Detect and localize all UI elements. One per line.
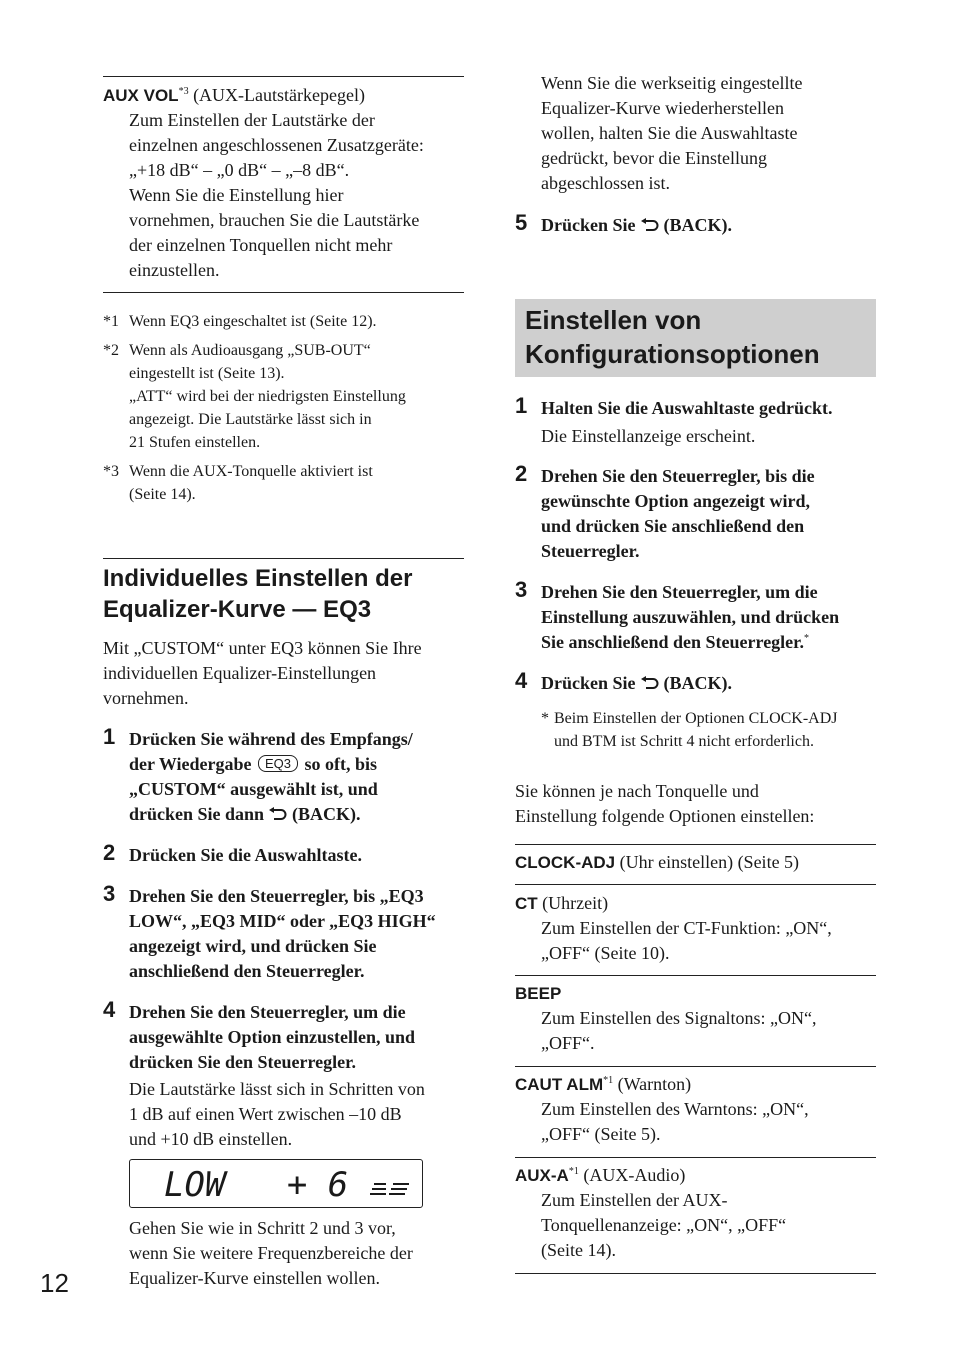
text-span: (BACK). — [663, 673, 732, 693]
text-line: Zum Einstellen der CT-Funktion: „ON“, — [541, 918, 832, 938]
divider — [103, 76, 464, 77]
option-ct — [515, 891, 876, 966]
option-description — [103, 108, 464, 283]
text-line: wenn Sie weitere Frequenzbereiche der — [129, 1243, 413, 1263]
footnote-ref: *3 — [178, 86, 189, 97]
text-line: wollen, halten Sie die Auswahltaste — [541, 123, 798, 143]
text-line: Die Einstellanzeige erscheint. — [541, 426, 756, 446]
step-3 — [129, 884, 469, 984]
section-heading-eq3 — [103, 563, 464, 625]
divider — [515, 1157, 876, 1158]
text-span: (BACK). — [292, 804, 361, 824]
text-line: Zum Einstellen des Warntons: „ON“, — [541, 1099, 809, 1119]
step-number: 2 — [515, 461, 528, 486]
lcd-display — [129, 1159, 423, 1208]
text-line: abgeschlossen ist. — [541, 173, 670, 193]
config-step-4 — [541, 671, 886, 696]
heading-line: Equalizer-Kurve — EQ3 — [103, 596, 372, 623]
text-line: Drücken Sie die Auswahltaste. — [129, 845, 363, 865]
text-line: „OFF“ (Seite 10). — [541, 943, 670, 963]
text-line: Die Lautstärke lässt sich in Schritten von — [129, 1079, 425, 1099]
divider — [515, 844, 876, 845]
step-number: 2 — [103, 840, 116, 865]
option-title: (Warnton) — [613, 1074, 692, 1094]
config-step-1 — [541, 396, 886, 449]
text-line: Halten Sie die Auswahltaste gedrückt. — [541, 398, 833, 418]
level-bars-icon — [370, 1184, 409, 1194]
text-span: der Wiedergabe — [129, 754, 252, 774]
step-footnote — [541, 707, 886, 753]
option-term: AUX VOL — [103, 86, 179, 105]
heading-line: Individuelles Einstellen der — [103, 565, 413, 592]
footnote-3 — [103, 460, 464, 506]
step-number: 4 — [103, 997, 116, 1022]
option-title: (AUX-Lautstärkepegel) — [188, 85, 365, 105]
lcd-text: LOW + 6 — [164, 1165, 349, 1205]
restore-note — [541, 71, 881, 196]
divider — [515, 884, 876, 885]
text-line: anschließend den Steuerregler. — [129, 961, 365, 981]
text-span: (BACK). — [663, 215, 732, 235]
step-number: 3 — [103, 881, 116, 906]
section-divider — [103, 558, 464, 559]
text-line: eingestellt ist (Seite 13). — [129, 365, 285, 382]
text-line: angezeigt wird, und drücken Sie — [129, 936, 377, 956]
after-display-text — [129, 1216, 469, 1291]
text-line: drücken Sie den Steuerregler. — [129, 1052, 356, 1072]
text-line: Einstellung auszuwählen, und drücken — [541, 607, 840, 627]
text-line: Steuerregler. — [541, 541, 640, 561]
text-line: Wenn EQ3 eingeschaltet ist (Seite 12). — [129, 313, 377, 330]
text-line — [129, 802, 469, 827]
text-line: „OFF“. — [541, 1033, 595, 1053]
options-intro — [515, 779, 876, 829]
text-line: Wenn die AUX-Tonquelle aktiviert ist — [129, 463, 373, 480]
text-line: 1 dB auf einen Wert zwischen –10 dB — [129, 1104, 402, 1124]
text-line: und +10 dB einstellen. — [129, 1129, 293, 1149]
text-line: gewünschte Option angezeigt wird, — [541, 491, 810, 511]
text-line: „CUSTOM“ ausgewählt ist, und — [129, 779, 378, 799]
step-4-detail — [129, 1077, 469, 1152]
text-line: und BTM ist Schritt 4 nicht erforderlich. — [554, 733, 814, 750]
option-aux-vol — [103, 83, 464, 283]
config-step-3 — [541, 580, 886, 655]
text-line: gedrückt, bevor die Einstellung — [541, 148, 767, 168]
text-line: Tonquellenanzeige: „ON“, „OFF“ — [541, 1215, 787, 1235]
text-line: Equalizer-Kurve einstellen wollen. — [129, 1268, 381, 1288]
text-line: „OFF“ (Seite 5). — [541, 1124, 661, 1144]
footnote-2 — [103, 339, 464, 454]
footnote-1 — [103, 310, 464, 333]
option-title: (Uhrzeit) — [537, 893, 609, 913]
text-line: Drehen Sie den Steuerregler, um die — [541, 582, 818, 602]
text-line: vornehmen, brauchen Sie die Lautstärke — [129, 210, 420, 230]
text-line: angezeigt. Die Lautstärke lässt sich in — [129, 411, 372, 428]
step-4 — [129, 1000, 469, 1075]
text-line: Zum Einstellen der Lautstärke der — [129, 110, 375, 130]
text-line: der einzelnen Tonquellen nicht mehr — [129, 235, 393, 255]
option-title: (Uhr einstellen) (Seite 5) — [615, 852, 800, 872]
text-line: individuellen Equalizer-Einstellungen — [103, 663, 377, 683]
footnote-mark: *3 — [103, 463, 119, 480]
page-number: 12 — [40, 1268, 69, 1298]
lcd-display-graphic — [130, 1160, 422, 1207]
option-term: CAUT ALM — [515, 1075, 604, 1094]
step-number: 1 — [103, 724, 116, 749]
option-term: CT — [515, 894, 538, 913]
text-line — [541, 630, 886, 655]
text-span: so oft, bis — [304, 754, 378, 774]
text-line: Sie können je nach Tonquelle und — [515, 781, 759, 801]
option-term: BEEP — [515, 984, 562, 1003]
text-line: Wenn Sie die Einstellung hier — [129, 185, 344, 205]
text-line: „ATT“ wird bei der niedrigsten Einstellung — [129, 388, 406, 405]
text-line: (Seite 14). — [129, 486, 196, 503]
text-line: und drücken Sie anschließend den — [541, 516, 805, 536]
text-line: LOW“, „EQ3 MID“ oder „EQ3 HIGH“ — [129, 911, 436, 931]
text-line: Drücken Sie während des Empfangs/ — [129, 729, 413, 749]
step-number: 1 — [515, 393, 528, 418]
footnote-ref: *1 — [603, 1075, 614, 1086]
option-caut-alm — [515, 1072, 876, 1147]
text-line: „+18 dB“ – „0 dB“ – „–8 dB“. — [129, 160, 350, 180]
divider — [515, 975, 876, 976]
footnote-mark: *2 — [103, 342, 119, 359]
footnote-mark: *1 — [103, 313, 119, 330]
divider — [515, 1066, 876, 1067]
option-term: CLOCK-ADJ — [515, 853, 616, 872]
heading-line: Konfigurationsoptionen — [525, 339, 820, 369]
config-step-2 — [541, 464, 886, 564]
text-line: Wenn Sie die werkseitig eingestellte — [541, 73, 803, 93]
text-line: vornehmen. — [103, 688, 189, 708]
text-line: Gehen Sie wie in Schritt 2 und 3 vor, — [129, 1218, 396, 1238]
step-2 — [129, 843, 469, 868]
option-title: (AUX-Audio) — [578, 1165, 686, 1185]
text-line: 21 Stufen einstellen. — [129, 434, 261, 451]
text-line: einzelnen angeschlossenen Zusatzgeräte: — [129, 135, 424, 155]
text-line: Equalizer-Kurve wiederherstellen — [541, 98, 785, 118]
text-line: ausgewählte Option einzustellen, und — [129, 1027, 416, 1047]
option-aux-a — [515, 1163, 876, 1263]
text-line: Mit „CUSTOM“ unter EQ3 können Sie Ihre — [103, 638, 422, 658]
section-heading-config — [515, 299, 876, 377]
text-line: (Seite 14). — [541, 1240, 616, 1260]
divider — [515, 1273, 876, 1274]
step-1 — [129, 727, 469, 827]
text-span: Sie anschließend den Steuerregler. — [541, 632, 805, 652]
text-line: Drehen Sie den Steuerregler, bis die — [541, 466, 815, 486]
text-line: Drehen Sie den Steuerregler, bis „EQ3 — [129, 886, 424, 906]
step-5 — [541, 213, 881, 238]
step-number: 4 — [515, 668, 528, 693]
text-span: Drücken Sie — [541, 215, 636, 235]
heading-line: Einstellen von — [525, 305, 702, 335]
back-icon — [268, 807, 288, 821]
text-span: Drücken Sie — [541, 673, 636, 693]
eq3-intro — [103, 636, 464, 711]
step-number: 3 — [515, 577, 528, 602]
option-beep — [515, 981, 876, 1056]
divider — [103, 292, 464, 293]
step-number: 5 — [515, 210, 528, 235]
text-line: Drehen Sie den Steuerregler, um die — [129, 1002, 406, 1022]
text-line: Einstellung folgende Optionen einstellen: — [515, 806, 815, 826]
eq3-button: EQ3 — [258, 755, 298, 772]
back-icon — [640, 676, 660, 690]
text-line — [129, 752, 469, 777]
option-clock-adj — [515, 850, 876, 875]
option-term: AUX-A — [515, 1166, 569, 1185]
footnote-ref: *1 — [568, 1166, 579, 1177]
text-span: drücken Sie dann — [129, 804, 265, 824]
text-line: Zum Einstellen des Signaltons: „ON“, — [541, 1008, 817, 1028]
text-line: Zum Einstellen der AUX- — [541, 1190, 728, 1210]
text-line: Beim Einstellen der Optionen CLOCK-ADJ — [554, 710, 838, 727]
back-icon — [640, 218, 660, 232]
footnote-ref: * — [804, 633, 810, 644]
text-line: Wenn als Audioausgang „SUB-OUT“ — [129, 342, 371, 359]
footnote-mark: * — [541, 710, 549, 727]
text-line: einzustellen. — [129, 260, 220, 280]
